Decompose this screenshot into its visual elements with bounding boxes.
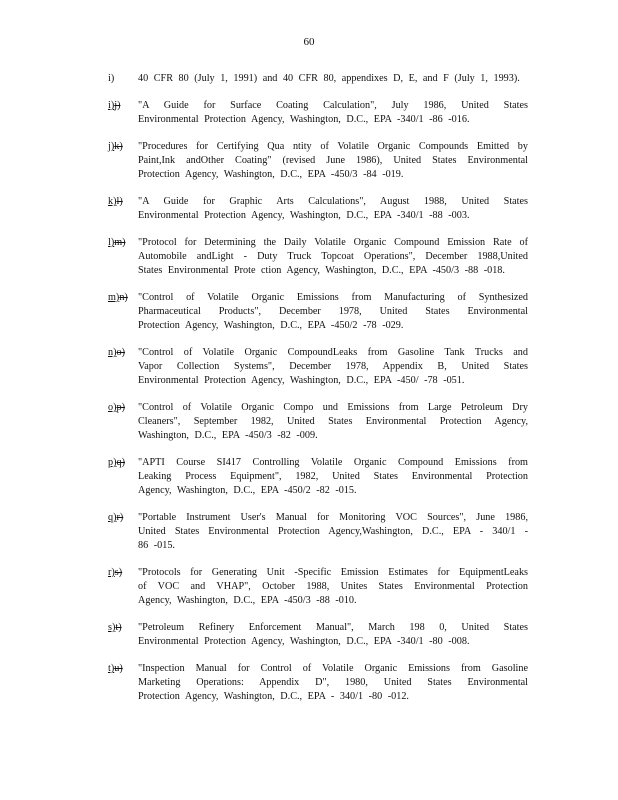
reference-label-struck: p) <box>116 402 125 413</box>
reference-label <box>108 140 140 154</box>
reference-item <box>108 291 528 333</box>
reference-text <box>138 566 528 608</box>
reference-label-new: r) <box>108 567 115 578</box>
reference-label <box>108 195 140 209</box>
reference-text <box>138 291 528 333</box>
reference-label <box>108 401 140 415</box>
reference-label-new: t) <box>108 663 115 674</box>
page-number: 60 <box>303 36 315 48</box>
reference-text <box>138 511 528 553</box>
reference-label <box>108 236 140 250</box>
reference-label <box>108 346 140 360</box>
reference-label-struck: s) <box>114 567 123 578</box>
reference-item <box>108 72 528 86</box>
reference-line: Protection Agency, Washington, D.C., EPA -450/3 -84 -019. <box>138 169 404 180</box>
reference-label-new: n) <box>108 347 117 358</box>
reference-text <box>138 72 528 86</box>
reference-label-struck: q) <box>116 457 125 468</box>
reference-line: Automobile andLight - Duty Truck Topcoat Operations", December 1988,United <box>138 251 528 262</box>
reference-text <box>138 236 528 278</box>
reference-line: 40 CFR 80 (July 1, 1991) and 40 CFR 80, appendixes D, E, and F (July 1, 1993). <box>138 73 520 84</box>
reference-line: Marketing Operations: Appendix D", 1980, United States Environmental <box>138 677 528 688</box>
reference-label-struck: o) <box>116 347 125 358</box>
reference-line: Cleaners", September 1982, United States Environmental Protection Agency, <box>138 416 528 427</box>
reference-line: United States Environmental Protection Agency,Washington, D.C., EPA - 340/1 - <box>138 526 528 537</box>
reference-line: 86 -015. <box>138 540 175 551</box>
reference-label-new: s) <box>108 622 116 633</box>
reference-label-new: k) <box>108 196 117 207</box>
reference-item <box>108 140 528 182</box>
reference-line: "Control of Volatile Organic Emissions from Manufacturing of Synthesized <box>138 292 528 303</box>
reference-line: "Control of Volatile Organic Compo und Emissions from Large Petroleum Dry <box>138 402 528 413</box>
reference-line: "Protocols for Generating Unit -Specific Emission Estimates for EquipmentLeaks <box>138 567 528 578</box>
reference-item <box>108 511 528 553</box>
reference-label-struck: u) <box>114 663 123 674</box>
reference-item <box>108 195 528 223</box>
reference-text <box>138 195 528 223</box>
reference-text <box>138 662 528 704</box>
reference-item <box>108 566 528 608</box>
reference-label-struck: l) <box>116 196 123 207</box>
reference-line: Paint,Ink andOther Coating" (revised June 1986), United States Environmental <box>138 155 528 166</box>
reference-label-struck: m) <box>114 237 126 248</box>
reference-item <box>108 621 528 649</box>
reference-label-struck: n) <box>119 292 128 303</box>
reference-text <box>138 140 528 182</box>
reference-line: Leaking Process Equipment", 1982, United States Environmental Protection <box>138 471 528 482</box>
reference-line: "Petroleum Refinery Enforcement Manual", March 198 0, United States <box>138 622 528 633</box>
reference-line: Environmental Protection Agency, Washington, D.C., EPA -450/ -78 -051. <box>138 375 465 386</box>
reference-label-new: l) <box>108 237 115 248</box>
reference-line: Washington, D.C., EPA -450/3 -82 -009. <box>138 430 318 441</box>
reference-label <box>108 72 140 86</box>
reference-line: "A Guide for Graphic Arts Calculations", August 1988, United States <box>138 196 528 207</box>
reference-line: Environmental Protection Agency, Washington, D.C., EPA -340/1 -80 -008. <box>138 636 470 647</box>
reference-list <box>108 72 528 717</box>
reference-label-new: p) <box>108 457 117 468</box>
reference-label-new: i) <box>108 100 115 111</box>
reference-label <box>108 621 140 635</box>
reference-text <box>138 401 528 443</box>
reference-item <box>108 346 528 388</box>
reference-label-new: j) <box>108 141 115 152</box>
reference-label-struck: k) <box>114 141 123 152</box>
reference-text <box>138 346 528 388</box>
reference-line: Environmental Protection Agency, Washington, D.C., EPA -340/1 -88 -003. <box>138 210 470 221</box>
reference-line: "Inspection Manual for Control of Volatile Organic Emissions from Gasoline <box>138 663 528 674</box>
reference-line: Environmental Protection Agency, Washington, D.C., EPA -340/1 -86 -016. <box>138 114 470 125</box>
reference-label <box>108 456 140 470</box>
reference-label-struck: t) <box>115 622 122 633</box>
reference-label <box>108 291 140 305</box>
reference-label <box>108 99 140 113</box>
reference-line: Protection Agency, Washington, D.C., EPA - 340/1 -80 -012. <box>138 691 409 702</box>
reference-line: Pharmaceutical Products", December 1978, United States Environmental <box>138 306 528 317</box>
reference-item <box>108 662 528 704</box>
reference-line: "Control of Volatile Organic CompoundLeaks from Gasoline Tank Trucks and <box>138 347 528 358</box>
reference-label <box>108 511 140 525</box>
reference-item <box>108 456 528 498</box>
reference-label <box>108 566 140 580</box>
reference-label-struck: j) <box>114 100 121 111</box>
reference-line: States Environmental Prote ction Agency, Washington, D.C., EPA -450/3 -88 -018. <box>138 265 505 276</box>
reference-label-new: o) <box>108 402 117 413</box>
reference-line: "A Guide for Surface Coating Calculation", July 1986, United States <box>138 100 528 111</box>
reference-line: "Procedures for Certifying Qua ntity of Volatile Organic Compounds Emitted by <box>138 141 528 152</box>
reference-label-new: i) <box>108 73 115 84</box>
reference-label <box>108 662 140 676</box>
reference-item <box>108 401 528 443</box>
reference-item <box>108 236 528 278</box>
reference-line: Agency, Washington, D.C., EPA -450/3 -88 -010. <box>138 595 357 606</box>
reference-line: of VOC and VHAP", October 1988, Unites States Environmental Protection <box>138 581 528 592</box>
reference-label-new: m) <box>108 292 120 303</box>
reference-label-new: q) <box>108 512 117 523</box>
reference-text <box>138 456 528 498</box>
reference-label-struck: r) <box>116 512 124 523</box>
reference-text <box>138 99 528 127</box>
reference-line: Protection Agency, Washington, D.C., EPA -450/2 -78 -029. <box>138 320 404 331</box>
reference-item <box>108 99 528 127</box>
reference-line: "APTI Course SI417 Controlling Volatile Organic Compound Emissions from <box>138 457 528 468</box>
reference-line: Vapor Collection Systems", December 1978, Appendix B, United States <box>138 361 528 372</box>
reference-text <box>138 621 528 649</box>
reference-line: "Protocol for Determining the Daily Volatile Organic Compound Emission Rate of <box>138 237 528 248</box>
reference-line: Agency, Washington, D.C., EPA -450/2 -82 -015. <box>138 485 357 496</box>
reference-line: "Portable Instrument User's Manual for Monitoring VOC Sources", June 1986, <box>138 512 528 523</box>
